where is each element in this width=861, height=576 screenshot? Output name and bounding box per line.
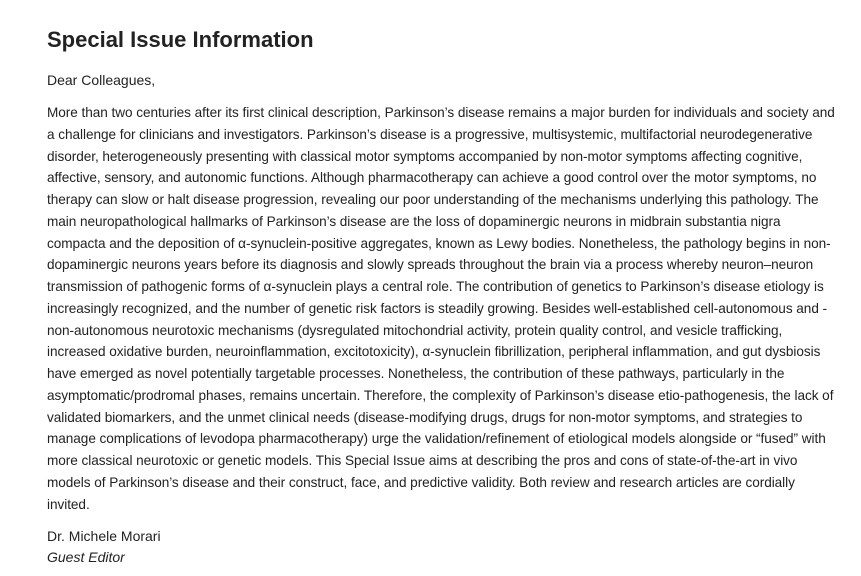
editor-role: Guest Editor [47, 549, 125, 566]
section-title: Special Issue Information [47, 27, 314, 52]
special-issue-section [47, 26, 837, 568]
salutation: Dear Colleagues, [47, 72, 156, 88]
body-paragraph: More than two centuries after its first clinical description, Parkinson’s disease remains a major burden for individuals and society and a challenge for clinicians and investigators. Parkinson’s disease is a progressive, multisystemic, multifactorial neurodegenerative disorder, heterogeneously presenting with classical motor symptoms accompanied by non-motor symptoms affecting cognitive, affective, sensory, and autonomic functions. Although pharmacotherapy can achieve a good control over the motor symptoms, no therapy can slow or halt disease progression, revealing our poor understanding of the mechanisms underlying this pathology. The main neuropathological hallmarks of Parkinson’s disease are the loss of dopaminergic neurons in midbrain substantia nigra compacta and the deposition of α-synuclein-positive aggregates, known as Lewy bodies. Nonetheless, the pathology begins in non-dopaminergic neurons years before its diagnosis and slowly spreads throughout the brain via a process whereby neuron–neuron transmission of pathogenic forms of α-synuclein plays a central role. The contribution of genetics to Parkinson’s disease etiology is increasingly recognized, and the number of genetic risk factors is steadily growing. Besides well-established cell-autonomous and -non-autonomous neurotoxic mechanisms (dysregulated mitochondrial activity, protein quality control, and vesicle trafficking, increased oxidative burden, neuroinflammation, excitotoxicity), α-synuclein fibrillization, peripheral inflammation, and gut dysbiosis have emerged as novel potentially targetable processes. Nonetheless, the contribution of these pathways, particularly in the asymptomatic/prodromal phases, remains uncertain. Therefore, the complexity of Parkinson’s disease etio-pathogenesis, the lack of validated biomarkers, and the unmet clinical needs (disease-modifying drugs, drugs for non-motor symptoms, and strategies to manage complications of levodopa pharmacotherapy) urge the validation/refinement of etiological models alongside or “fused” with more classical neurotoxic or genetic models. This Special Issue aims at describing the pros and cons of state-of-the-art in vivo models of Parkinson’s disease and their construct, face, and predictive validity. Both review and research articles are cordially invited. [47, 105, 835, 512]
editor-name: Dr. Michele Morari [47, 528, 161, 545]
